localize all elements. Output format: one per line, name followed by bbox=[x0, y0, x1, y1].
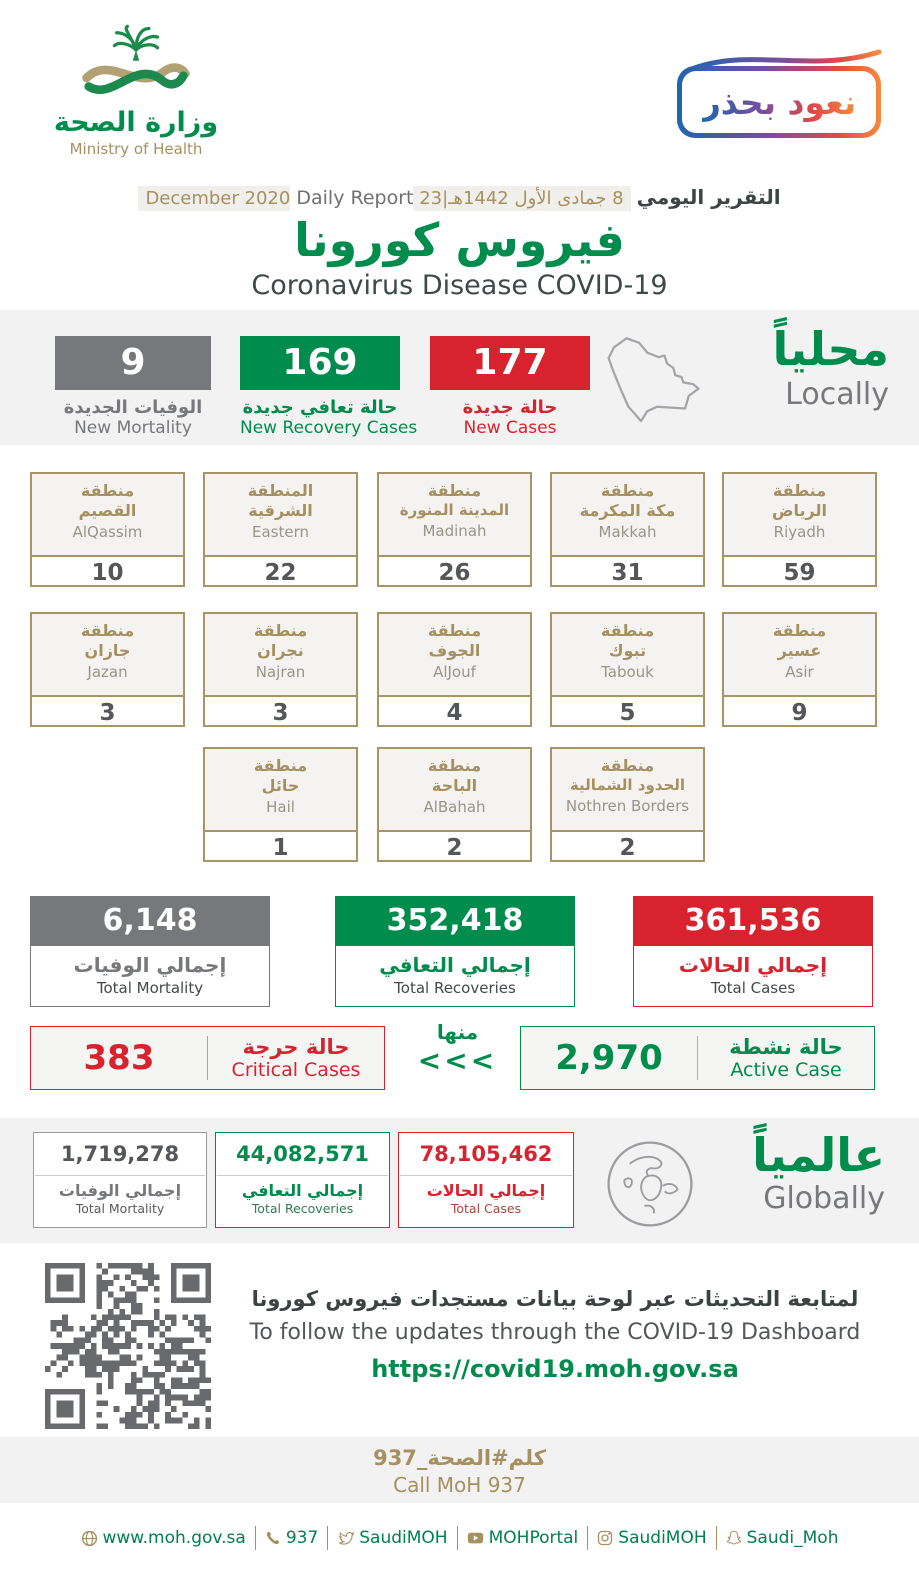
qr-code bbox=[45, 1263, 211, 1429]
region-value: 1 bbox=[272, 835, 289, 861]
new-mortality-value: 9 bbox=[55, 336, 211, 390]
new-mortality-stat bbox=[55, 336, 211, 438]
region-en: Tabouk bbox=[601, 663, 654, 681]
total-cases-label-en: Total Cases bbox=[710, 979, 796, 997]
new-mortality-label-en: New Mortality bbox=[74, 418, 192, 438]
total-recoveries-label-en: Total Recoveries bbox=[394, 979, 516, 997]
region-ar2: الرياض bbox=[772, 501, 827, 520]
contact-phone-label: 937 bbox=[285, 1528, 319, 1548]
region-card-alqassim bbox=[30, 472, 185, 587]
region-ar1: منطقة bbox=[772, 481, 827, 500]
region-value: 10 bbox=[91, 560, 124, 586]
logo-arabic-name: وزارة الصحة bbox=[53, 107, 219, 138]
region-value: 22 bbox=[264, 560, 297, 586]
globally-heading bbox=[695, 1130, 885, 1216]
region-value: 2 bbox=[446, 835, 463, 861]
global-mortality-value: 1,719,278 bbox=[35, 1133, 205, 1176]
locally-heading-en: Locally bbox=[785, 376, 889, 412]
total-recoveries-labels bbox=[335, 946, 575, 1007]
active-label-ar: حالة نشطة bbox=[729, 1035, 843, 1059]
region-ar2: مكة المكرمة bbox=[579, 501, 676, 520]
region-card-header bbox=[32, 614, 183, 697]
phone-icon bbox=[265, 1530, 281, 1546]
contact-instagram-label: SaudiMOH bbox=[618, 1528, 707, 1548]
badge-inner bbox=[682, 71, 876, 133]
new-mortality-label-ar: الوفيات الجديدة bbox=[63, 397, 203, 418]
region-en: Hail bbox=[266, 798, 295, 816]
region-value: 59 bbox=[783, 560, 816, 586]
dashboard-line-ar: لمتابعة التحديثات عبر لوحة بيانات مستجدات فيروس كورونا bbox=[251, 1287, 859, 1311]
region-value: 5 bbox=[619, 700, 636, 726]
report-title-english: Daily Report bbox=[296, 187, 414, 209]
web-icon bbox=[81, 1530, 98, 1547]
region-card-header bbox=[379, 614, 530, 697]
region-card-northern-borders bbox=[550, 747, 705, 862]
total-recoveries-value: 352,418 bbox=[335, 896, 575, 946]
region-card-tabouk bbox=[550, 612, 705, 727]
critical-cases-labels bbox=[208, 1035, 384, 1081]
new-recovery-label-ar: حالة تعافي جديدة bbox=[242, 397, 398, 418]
separator bbox=[327, 1526, 328, 1550]
global-recoveries-label-ar: إجمالي التعافي bbox=[241, 1181, 364, 1200]
new-recovery-value: 169 bbox=[240, 336, 400, 390]
contact-snapchat[interactable] bbox=[726, 1528, 839, 1548]
region-card-header bbox=[724, 474, 875, 557]
total-mortality-label-en: Total Mortality bbox=[96, 979, 204, 997]
globe-icon bbox=[604, 1138, 696, 1230]
global-cases-card bbox=[398, 1132, 574, 1228]
locally-heading bbox=[699, 324, 889, 412]
global-mortality-label-ar: إجمالي الوفيات bbox=[58, 1181, 182, 1200]
separator bbox=[716, 1526, 717, 1550]
region-ar2: حائل bbox=[261, 776, 300, 795]
total-mortality-card bbox=[30, 896, 270, 1007]
new-cases-label-en: New Cases bbox=[463, 418, 557, 438]
logo-english-name: Ministry of Health bbox=[69, 139, 203, 158]
region-en: AlJouf bbox=[433, 663, 476, 681]
separator bbox=[587, 1526, 588, 1550]
total-recoveries-label-ar: إجمالي التعافي bbox=[379, 953, 531, 977]
region-card-eastern bbox=[203, 472, 358, 587]
region-ar2: عسير bbox=[777, 641, 822, 660]
critical-cases-value: 383 bbox=[83, 1038, 155, 1078]
separator bbox=[457, 1526, 458, 1550]
region-value: 4 bbox=[446, 700, 463, 726]
region-card-header bbox=[205, 474, 356, 557]
page-title-english: Coronavirus Disease COVID-19 bbox=[251, 270, 668, 301]
region-ar2: القصيم bbox=[78, 501, 137, 520]
total-cases-labels bbox=[633, 946, 873, 1007]
total-cases-label-ar: إجمالي الحالات bbox=[678, 953, 828, 977]
total-mortality-label-ar: إجمالي الوفيات bbox=[73, 953, 227, 977]
new-cases-value: 177 bbox=[430, 336, 590, 390]
call-moh-en: Call MoH 937 bbox=[393, 1473, 526, 1497]
badge-label: نعود بحذر bbox=[701, 82, 857, 122]
region-card-header bbox=[552, 749, 703, 832]
region-en: Eastern bbox=[251, 523, 309, 541]
region-card-header bbox=[205, 614, 356, 697]
total-mortality-labels bbox=[30, 946, 270, 1007]
region-card-header bbox=[379, 749, 530, 832]
region-ar1: منطقة bbox=[600, 756, 655, 775]
region-en: AlQassim bbox=[72, 523, 143, 541]
region-en: Riyadh bbox=[773, 523, 826, 541]
left-arrows-icon: <<< bbox=[417, 1044, 498, 1077]
region-ar1: منطقة bbox=[772, 621, 827, 640]
total-cases-value: 361,536 bbox=[633, 896, 873, 946]
new-cases-stat bbox=[430, 336, 590, 438]
region-card-aljouf bbox=[377, 612, 532, 727]
region-card-najran bbox=[203, 612, 358, 727]
total-mortality-value: 6,148 bbox=[30, 896, 270, 946]
contact-snapchat-label: Saudi_Moh bbox=[746, 1528, 839, 1548]
region-card-albahah bbox=[377, 747, 532, 862]
region-ar1: منطقة bbox=[600, 621, 655, 640]
call-moh-band bbox=[0, 1437, 919, 1503]
contact-twitter-label: SaudiMOH bbox=[359, 1528, 448, 1548]
region-ar1: منطقة bbox=[427, 481, 482, 500]
region-ar1: منطقة bbox=[427, 621, 482, 640]
global-cases-label-en: Total Cases bbox=[450, 1201, 522, 1216]
region-card-header bbox=[552, 614, 703, 697]
region-card-riyadh bbox=[722, 472, 877, 587]
region-card-header bbox=[552, 474, 703, 557]
critical-label-ar: حالة حرجة bbox=[242, 1035, 350, 1059]
contact-instagram[interactable] bbox=[597, 1528, 706, 1548]
gregorian-date: 23 December 2020 bbox=[145, 188, 443, 209]
global-recoveries-card bbox=[215, 1132, 390, 1228]
global-recoveries-value: 44,082,571 bbox=[217, 1133, 388, 1176]
region-ar1: منطقة bbox=[253, 621, 308, 640]
total-recoveries-card bbox=[335, 896, 575, 1007]
twitter-icon bbox=[337, 1531, 354, 1546]
region-ar2: المدينة المنورة bbox=[399, 501, 510, 519]
locally-heading-ar: محلياً bbox=[772, 322, 889, 376]
hijri-date: 8 جمادى الأول 1442هـ bbox=[448, 188, 624, 209]
critical-label-en: Critical Cases bbox=[231, 1059, 361, 1081]
region-ar1: منطقة bbox=[80, 481, 135, 500]
badge-frame bbox=[677, 66, 881, 138]
region-ar2: تبوك bbox=[608, 641, 647, 660]
region-ar2: الباحة bbox=[431, 776, 478, 795]
contact-bar bbox=[0, 1526, 919, 1550]
region-value: 2 bbox=[619, 835, 636, 861]
active-label-en: Active Case bbox=[730, 1059, 842, 1081]
region-value: 3 bbox=[272, 700, 289, 726]
report-title-arabic: التقرير اليومي bbox=[636, 185, 781, 209]
dashboard-line-en: To follow the updates through the COVID-19 Dashboard bbox=[249, 1320, 861, 1345]
region-card-jazan bbox=[30, 612, 185, 727]
page-title-arabic: فيروس كورونا bbox=[294, 213, 625, 267]
region-ar1: منطقة bbox=[427, 756, 482, 775]
moh-logo-icon bbox=[61, 22, 211, 108]
snapchat-icon bbox=[726, 1530, 742, 1546]
region-card-header bbox=[724, 614, 875, 697]
active-cases-value: 2,970 bbox=[555, 1038, 663, 1078]
return-with-caution-badge bbox=[677, 56, 889, 142]
dashboard-info bbox=[225, 1287, 885, 1383]
global-cases-label-ar: إجمالي الحالات bbox=[426, 1181, 546, 1200]
contact-youtube[interactable] bbox=[467, 1528, 579, 1548]
region-ar1: منطقة bbox=[600, 481, 655, 500]
locally-section bbox=[0, 310, 919, 445]
region-value: 31 bbox=[611, 560, 644, 586]
of-which-label: منها bbox=[436, 1020, 479, 1044]
region-ar2: جازان bbox=[84, 641, 131, 660]
global-cases-value: 78,105,462 bbox=[400, 1133, 572, 1176]
contact-phone[interactable] bbox=[265, 1528, 318, 1548]
new-cases-label-ar: حالة جديدة bbox=[462, 397, 558, 418]
contact-website[interactable] bbox=[81, 1528, 246, 1548]
total-cases-card bbox=[633, 896, 873, 1007]
separator bbox=[255, 1526, 256, 1550]
region-value: 3 bbox=[99, 700, 116, 726]
globally-heading-ar: عالمياً bbox=[752, 1128, 885, 1182]
saudi-map-icon bbox=[596, 324, 704, 430]
global-mortality-card bbox=[33, 1132, 207, 1228]
region-value: 26 bbox=[438, 560, 471, 586]
region-en: Makkah bbox=[598, 523, 657, 541]
instagram-icon bbox=[597, 1530, 613, 1546]
call-moh-ar: كلم#الصحة_937 bbox=[373, 1446, 546, 1470]
region-en: AlBahah bbox=[423, 798, 486, 816]
global-mortality-label-en: Total Mortality bbox=[75, 1201, 165, 1216]
region-en: Nothren Borders bbox=[565, 796, 690, 815]
moh-logo bbox=[46, 22, 226, 158]
global-recoveries-label-en: Total Recoveries bbox=[251, 1201, 354, 1216]
region-ar2: الحدود الشمالية bbox=[569, 776, 686, 794]
region-ar1: منطقة bbox=[253, 756, 308, 775]
region-ar2: الجوف bbox=[428, 641, 481, 660]
youtube-icon bbox=[467, 1531, 484, 1545]
active-cases-labels bbox=[698, 1035, 874, 1081]
region-card-header bbox=[379, 474, 530, 557]
region-ar1: المنطقة bbox=[247, 481, 314, 500]
region-card-makkah bbox=[550, 472, 705, 587]
new-recovery-stat bbox=[240, 336, 418, 438]
contact-twitter[interactable] bbox=[337, 1528, 447, 1548]
new-recovery-label-en: New Recovery Cases bbox=[240, 418, 418, 438]
of-which-indicator bbox=[405, 1020, 510, 1078]
date-separator: | bbox=[442, 188, 449, 209]
region-ar2: الشرقية bbox=[248, 501, 313, 520]
globally-heading-en: Globally bbox=[763, 1180, 885, 1216]
region-en: Jazan bbox=[87, 663, 128, 681]
region-card-hail bbox=[203, 747, 358, 862]
contact-youtube-label: MOHPortal bbox=[488, 1528, 579, 1548]
region-en: Madinah bbox=[422, 521, 487, 540]
dashboard-url-link[interactable]: https://covid19.moh.gov.sa bbox=[371, 1355, 739, 1383]
region-ar2: نجران bbox=[257, 641, 304, 660]
region-card-madinah bbox=[377, 472, 532, 587]
region-value: 9 bbox=[791, 700, 808, 726]
active-cases-box bbox=[520, 1026, 875, 1090]
region-card-header bbox=[205, 749, 356, 832]
region-en: Najran bbox=[255, 663, 306, 681]
globally-section bbox=[0, 1118, 919, 1243]
report-date-line bbox=[0, 185, 919, 209]
critical-cases-box bbox=[30, 1026, 385, 1090]
region-en: Asir bbox=[785, 663, 814, 681]
region-ar1: منطقة bbox=[80, 621, 135, 640]
contact-website-label: www.moh.gov.sa bbox=[102, 1528, 246, 1548]
region-card-header bbox=[32, 474, 183, 557]
region-card-asir bbox=[722, 612, 877, 727]
